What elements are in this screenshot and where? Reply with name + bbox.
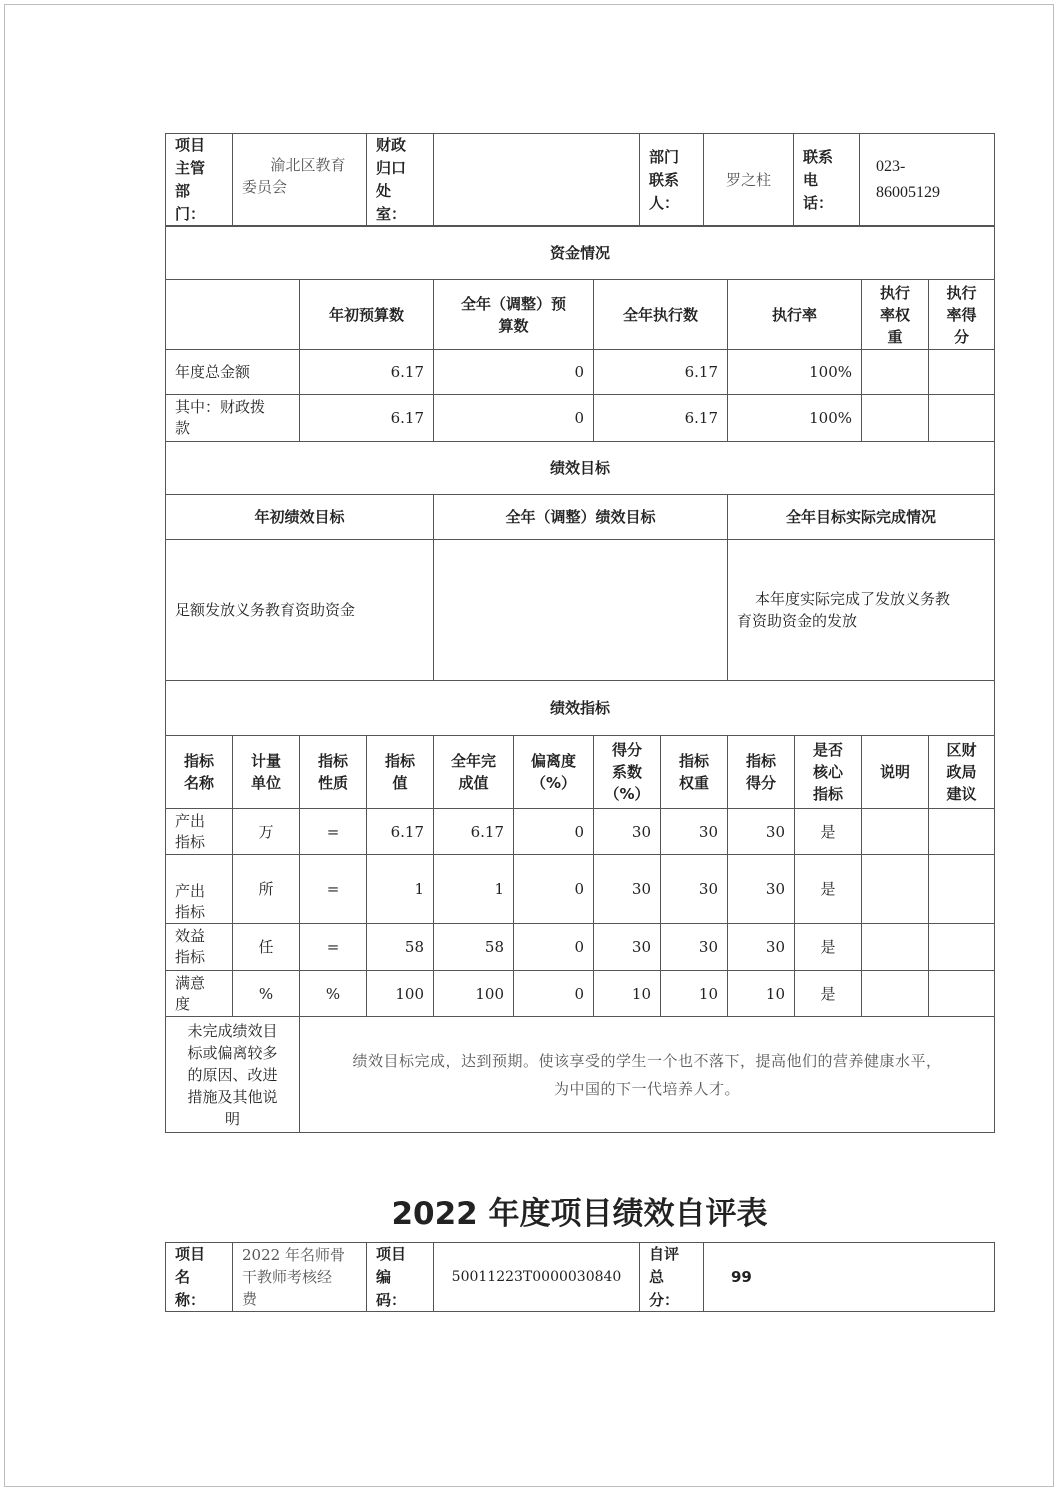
ind-header-unit: 计量 单位 bbox=[233, 736, 300, 809]
phone-label: 联系 电 话： bbox=[794, 134, 860, 227]
ind-row-1-value: 6.17 bbox=[367, 809, 434, 855]
ind-row-3-weight: 30 bbox=[661, 924, 728, 971]
ind-row-4-actual: 100 bbox=[434, 971, 514, 1017]
ind-row-4-score: 10 bbox=[728, 971, 795, 1017]
ind-row-1-weight: 30 bbox=[661, 809, 728, 855]
funds-section-title: 资金情况 bbox=[166, 226, 995, 280]
ind-row-3-score: 30 bbox=[728, 924, 795, 971]
ind-row-3-advice bbox=[929, 924, 995, 971]
self-score-value: 99 bbox=[704, 1243, 995, 1312]
funds-row-fiscal-label: 其中：财政拨 款 bbox=[166, 395, 300, 442]
ind-row-1-score: 30 bbox=[728, 809, 795, 855]
ind-row-4-nature: % bbox=[300, 971, 367, 1017]
ind-row-4-core: 是 bbox=[795, 971, 862, 1017]
ind-header-advice: 区财 政局 建议 bbox=[929, 736, 995, 809]
ind-row-1-core: 是 bbox=[795, 809, 862, 855]
self-score-label: 自评 总 分： bbox=[640, 1243, 704, 1312]
ind-row-3-note bbox=[862, 924, 929, 971]
funds-header-rate: 执行率 bbox=[728, 280, 862, 350]
goals-actual-text: 本年度实际完成了发放义务教 育资助资金的发放 bbox=[728, 540, 995, 681]
ind-row-2-coef: 30 bbox=[594, 855, 661, 924]
header-info-row bbox=[165, 133, 995, 227]
ind-row-3-value: 58 bbox=[367, 924, 434, 971]
funds-row-total-rate: 100% bbox=[728, 350, 862, 395]
funds-row-total-budget: 6.17 bbox=[300, 350, 434, 395]
ind-row-1-name: 产出 指标 bbox=[166, 809, 233, 855]
ind-header-nature: 指标 性质 bbox=[300, 736, 367, 809]
ind-row-3-unit: 任 bbox=[233, 924, 300, 971]
ind-row-4-coef: 10 bbox=[594, 971, 661, 1017]
explain-text: 绩效目标完成，达到预期。使该享受的学生一个也不落下，提高他们的营养健康水平， 为中国的下一代培养人才。 bbox=[300, 1017, 995, 1133]
ind-row-2-score: 30 bbox=[728, 855, 795, 924]
finance-label: 财政 归口 处 室： bbox=[367, 134, 434, 227]
finance-value bbox=[434, 134, 640, 227]
funds-row-total-adjusted: 0 bbox=[434, 350, 594, 395]
goals-initial-text: 足额发放义务教育资助资金 bbox=[166, 540, 434, 681]
ind-row-1-nature: = bbox=[300, 809, 367, 855]
funds-row-fiscal-score bbox=[929, 395, 995, 442]
ind-row-3-coef: 30 bbox=[594, 924, 661, 971]
funds-row-fiscal-weight bbox=[862, 395, 929, 442]
goals-adjusted-text bbox=[434, 540, 728, 681]
ind-row-4-note bbox=[862, 971, 929, 1017]
ind-row-3-deviation: 0 bbox=[514, 924, 594, 971]
funds-header-adjusted: 全年（调整）预 算数 bbox=[434, 280, 594, 350]
funds-row-total-weight bbox=[862, 350, 929, 395]
funds-header-blank bbox=[166, 280, 300, 350]
funds-row-fiscal-rate: 100% bbox=[728, 395, 862, 442]
indicators-section-title: 绩效指标 bbox=[166, 681, 995, 736]
ind-row-2-advice bbox=[929, 855, 995, 924]
project-name-value: 2022 年名师骨 干教师考核经 费 bbox=[233, 1243, 367, 1312]
ind-row-2-weight: 30 bbox=[661, 855, 728, 924]
goals-header-adjusted: 全年（调整）绩效目标 bbox=[434, 495, 728, 540]
ind-header-score: 指标 得分 bbox=[728, 736, 795, 809]
ind-header-weight: 指标 权重 bbox=[661, 736, 728, 809]
second-form-title: 2022 年度项目绩效自评表 bbox=[391, 1196, 768, 1232]
funds-row-fiscal-executed: 6.17 bbox=[594, 395, 728, 442]
dept-value: 渝北区教育 委员会 bbox=[233, 134, 367, 227]
ind-row-3-nature: = bbox=[300, 924, 367, 971]
funds-row-fiscal-adjusted: 0 bbox=[434, 395, 594, 442]
ind-header-note: 说明 bbox=[862, 736, 929, 809]
funds-row-total-score bbox=[929, 350, 995, 395]
ind-header-value: 指标 值 bbox=[367, 736, 434, 809]
ind-row-1-actual: 6.17 bbox=[434, 809, 514, 855]
dept-label: 项目 主管 部 门： bbox=[166, 134, 233, 227]
funds-header-weight: 执行 率权 重 bbox=[862, 280, 929, 350]
ind-header-core: 是否 核心 指标 bbox=[795, 736, 862, 809]
ind-header-actual: 全年完 成值 bbox=[434, 736, 514, 809]
ind-row-1-coef: 30 bbox=[594, 809, 661, 855]
ind-row-4-advice bbox=[929, 971, 995, 1017]
ind-row-2-actual: 1 bbox=[434, 855, 514, 924]
indicators-table bbox=[165, 680, 995, 1133]
funds-row-total-executed: 6.17 bbox=[594, 350, 728, 395]
ind-row-1-advice bbox=[929, 809, 995, 855]
second-form-row bbox=[165, 1242, 995, 1312]
explain-label: 未完成绩效目 标或偏离较多 的原因、改进 措施及其他说 明 bbox=[166, 1017, 300, 1133]
ind-row-4-unit: % bbox=[233, 971, 300, 1017]
funds-header-budget: 年初预算数 bbox=[300, 280, 434, 350]
ind-row-4-deviation: 0 bbox=[514, 971, 594, 1017]
phone-value: 023- 86005129 bbox=[860, 134, 995, 227]
contact-label: 部门 联系 人： bbox=[640, 134, 704, 227]
ind-row-4-name: 满意 度 bbox=[166, 971, 233, 1017]
ind-row-2-deviation: 0 bbox=[514, 855, 594, 924]
ind-header-name: 指标 名称 bbox=[166, 736, 233, 809]
ind-row-3-name: 效益 指标 bbox=[166, 924, 233, 971]
contact-value: 罗之柱 bbox=[704, 134, 794, 227]
ind-row-1-note bbox=[862, 809, 929, 855]
ind-header-coef: 得分 系数 （%） bbox=[594, 736, 661, 809]
funds-row-fiscal-budget: 6.17 bbox=[300, 395, 434, 442]
project-name-label: 项目 名 称： bbox=[166, 1243, 233, 1312]
funds-row-total-label: 年度总金额 bbox=[166, 350, 300, 395]
funds-header-executed: 全年执行数 bbox=[594, 280, 728, 350]
goals-section-title: 绩效目标 bbox=[166, 442, 995, 495]
project-code-label: 项目 编 码： bbox=[367, 1243, 434, 1312]
ind-row-2-note bbox=[862, 855, 929, 924]
ind-row-3-actual: 58 bbox=[434, 924, 514, 971]
ind-row-2-name: 产出 指标 bbox=[166, 855, 233, 924]
funds-header-score: 执行 率得 分 bbox=[929, 280, 995, 350]
project-code-value: 50011223T0000030840 bbox=[434, 1243, 640, 1312]
ind-header-deviation: 偏离度 （%） bbox=[514, 736, 594, 809]
ind-row-3-core: 是 bbox=[795, 924, 862, 971]
ind-row-2-nature: = bbox=[300, 855, 367, 924]
ind-row-1-unit: 万 bbox=[233, 809, 300, 855]
goals-header-actual: 全年目标实际完成情况 bbox=[728, 495, 995, 540]
goals-table bbox=[165, 441, 995, 681]
ind-row-1-deviation: 0 bbox=[514, 809, 594, 855]
ind-row-2-core: 是 bbox=[795, 855, 862, 924]
ind-row-2-unit: 所 bbox=[233, 855, 300, 924]
funds-table bbox=[165, 225, 995, 442]
ind-row-4-value: 100 bbox=[367, 971, 434, 1017]
ind-row-4-weight: 10 bbox=[661, 971, 728, 1017]
goals-header-initial: 年初绩效目标 bbox=[166, 495, 434, 540]
ind-row-2-value: 1 bbox=[367, 855, 434, 924]
